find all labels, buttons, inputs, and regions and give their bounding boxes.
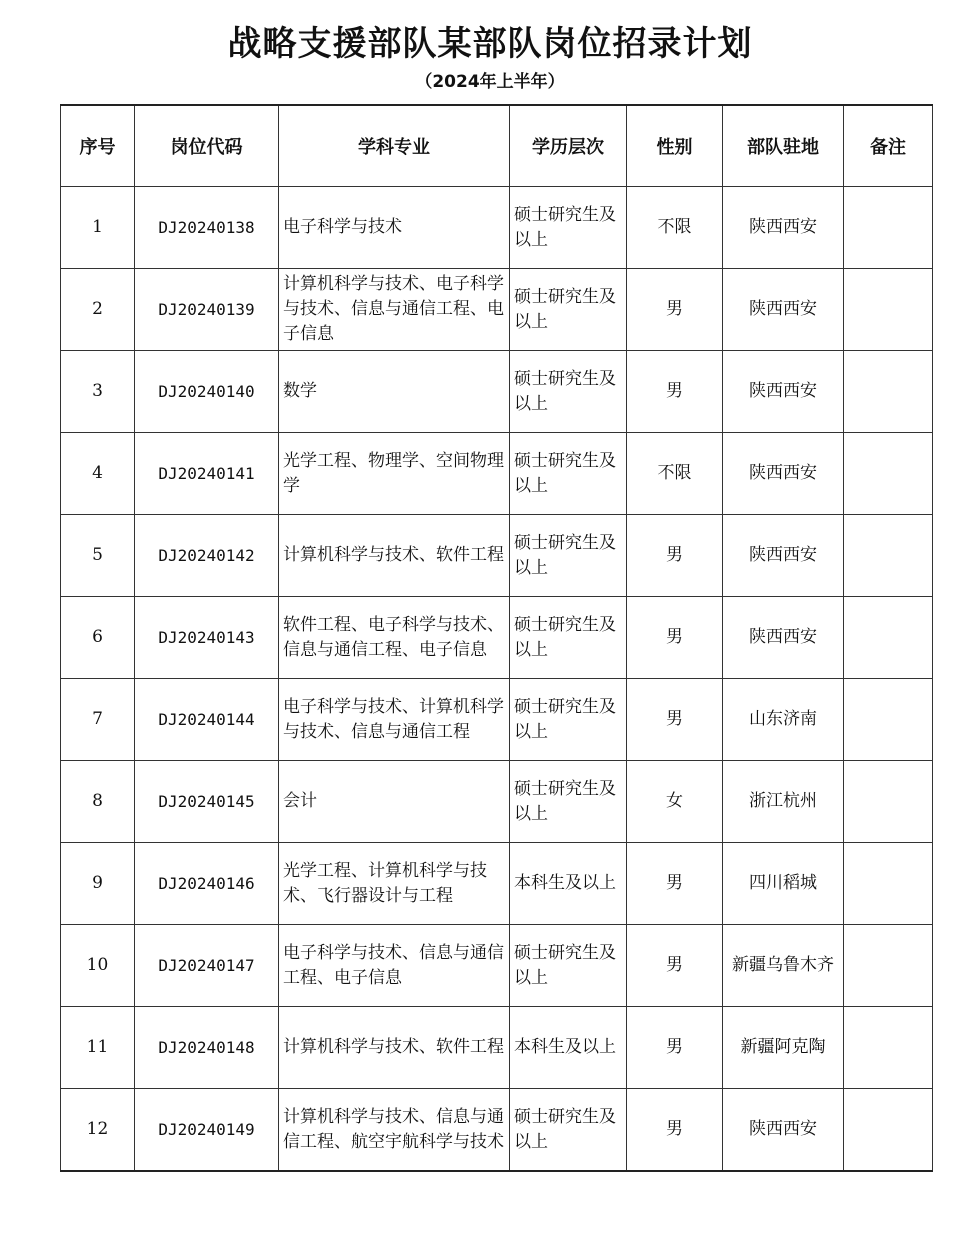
header-education: 学历层次 [510,105,627,187]
cell-code: DJ20240147 [135,925,279,1007]
cell-code: DJ20240144 [135,679,279,761]
cell-education: 硕士研究生及以上 [510,1089,627,1172]
cell-code: DJ20240146 [135,843,279,925]
cell-station: 陕西西安 [723,351,844,433]
cell-no: 4 [61,433,135,515]
cell-gender: 女 [627,761,723,843]
table-row [61,1007,933,1089]
header-code: 岗位代码 [135,105,279,187]
header-no: 序号 [61,105,135,187]
page-title: 战略支援部队某部队岗位招录计划 [227,24,753,64]
cell-major: 软件工程、电子科学与技术、信息与通信工程、电子信息 [279,597,510,679]
cell-note [844,515,933,597]
cell-gender: 男 [627,515,723,597]
cell-no: 5 [61,515,135,597]
cell-education: 硕士研究生及以上 [510,433,627,515]
cell-education: 本科生及以上 [510,843,627,925]
cell-major: 计算机科学与技术、信息与通信工程、航空宇航科学与技术 [279,1089,510,1172]
cell-no: 6 [61,597,135,679]
table-row [61,515,933,597]
cell-no: 2 [61,269,135,351]
cell-major: 电子科学与技术、信息与通信工程、电子信息 [279,925,510,1007]
cell-education: 硕士研究生及以上 [510,679,627,761]
table-row [61,679,933,761]
cell-major: 电子科学与技术、计算机科学与技术、信息与通信工程 [279,679,510,761]
cell-code: DJ20240148 [135,1007,279,1089]
cell-education: 硕士研究生及以上 [510,597,627,679]
cell-station: 陕西西安 [723,269,844,351]
cell-gender: 不限 [627,433,723,515]
cell-major: 计算机科学与技术、软件工程 [279,515,510,597]
cell-gender: 男 [627,597,723,679]
cell-education: 硕士研究生及以上 [510,351,627,433]
cell-code: DJ20240142 [135,515,279,597]
cell-education: 硕士研究生及以上 [510,761,627,843]
cell-major: 光学工程、物理学、空间物理学 [279,433,510,515]
cell-education: 硕士研究生及以上 [510,515,627,597]
cell-gender: 男 [627,843,723,925]
cell-major: 计算机科学与技术、软件工程 [279,1007,510,1089]
cell-note [844,843,933,925]
cell-code: DJ20240141 [135,433,279,515]
cell-note [844,679,933,761]
header-major: 学科专业 [279,105,510,187]
cell-station: 四川稻城 [723,843,844,925]
cell-code: DJ20240139 [135,269,279,351]
cell-no: 12 [61,1089,135,1172]
cell-no: 7 [61,679,135,761]
cell-note [844,1007,933,1089]
cell-gender: 男 [627,925,723,1007]
cell-gender: 男 [627,269,723,351]
cell-no: 10 [61,925,135,1007]
cell-gender: 男 [627,679,723,761]
cell-education: 本科生及以上 [510,1007,627,1089]
cell-code: DJ20240143 [135,597,279,679]
table-row [61,269,933,351]
cell-gender: 男 [627,1089,723,1172]
cell-note [844,433,933,515]
table-row [61,351,933,433]
header-gender: 性别 [627,105,723,187]
cell-note [844,351,933,433]
cell-no: 9 [61,843,135,925]
cell-education: 硕士研究生及以上 [510,187,627,269]
cell-note [844,597,933,679]
cell-note [844,925,933,1007]
page-subtitle: （2024年上半年） [415,72,565,92]
cell-major: 光学工程、计算机科学与技术、飞行器设计与工程 [279,843,510,925]
cell-no: 1 [61,187,135,269]
table-row [61,597,933,679]
cell-station: 浙江杭州 [723,761,844,843]
recruitment-table [60,104,933,1172]
cell-gender: 男 [627,1007,723,1089]
cell-gender: 不限 [627,187,723,269]
table-row [61,925,933,1007]
table-row [61,1089,933,1172]
table-row [61,433,933,515]
cell-note [844,1089,933,1172]
cell-major: 数学 [279,351,510,433]
cell-station: 陕西西安 [723,515,844,597]
cell-station: 陕西西安 [723,597,844,679]
header-note: 备注 [844,105,933,187]
cell-station: 陕西西安 [723,187,844,269]
table-row [61,843,933,925]
cell-note [844,761,933,843]
table-row [61,761,933,843]
cell-station: 陕西西安 [723,433,844,515]
cell-code: DJ20240138 [135,187,279,269]
cell-code: DJ20240145 [135,761,279,843]
table-row [61,187,933,269]
cell-no: 8 [61,761,135,843]
cell-note [844,187,933,269]
cell-no: 11 [61,1007,135,1089]
cell-station: 新疆乌鲁木齐 [723,925,844,1007]
table-header-row [61,105,933,187]
cell-major: 计算机科学与技术、电子科学与技术、信息与通信工程、电子信息 [279,269,510,351]
cell-code: DJ20240149 [135,1089,279,1172]
cell-code: DJ20240140 [135,351,279,433]
cell-major: 会计 [279,761,510,843]
cell-major: 电子科学与技术 [279,187,510,269]
cell-station: 陕西西安 [723,1089,844,1172]
cell-education: 硕士研究生及以上 [510,925,627,1007]
cell-gender: 男 [627,351,723,433]
header-station: 部队驻地 [723,105,844,187]
cell-note [844,269,933,351]
cell-station: 山东济南 [723,679,844,761]
cell-no: 3 [61,351,135,433]
cell-education: 硕士研究生及以上 [510,269,627,351]
cell-station: 新疆阿克陶 [723,1007,844,1089]
